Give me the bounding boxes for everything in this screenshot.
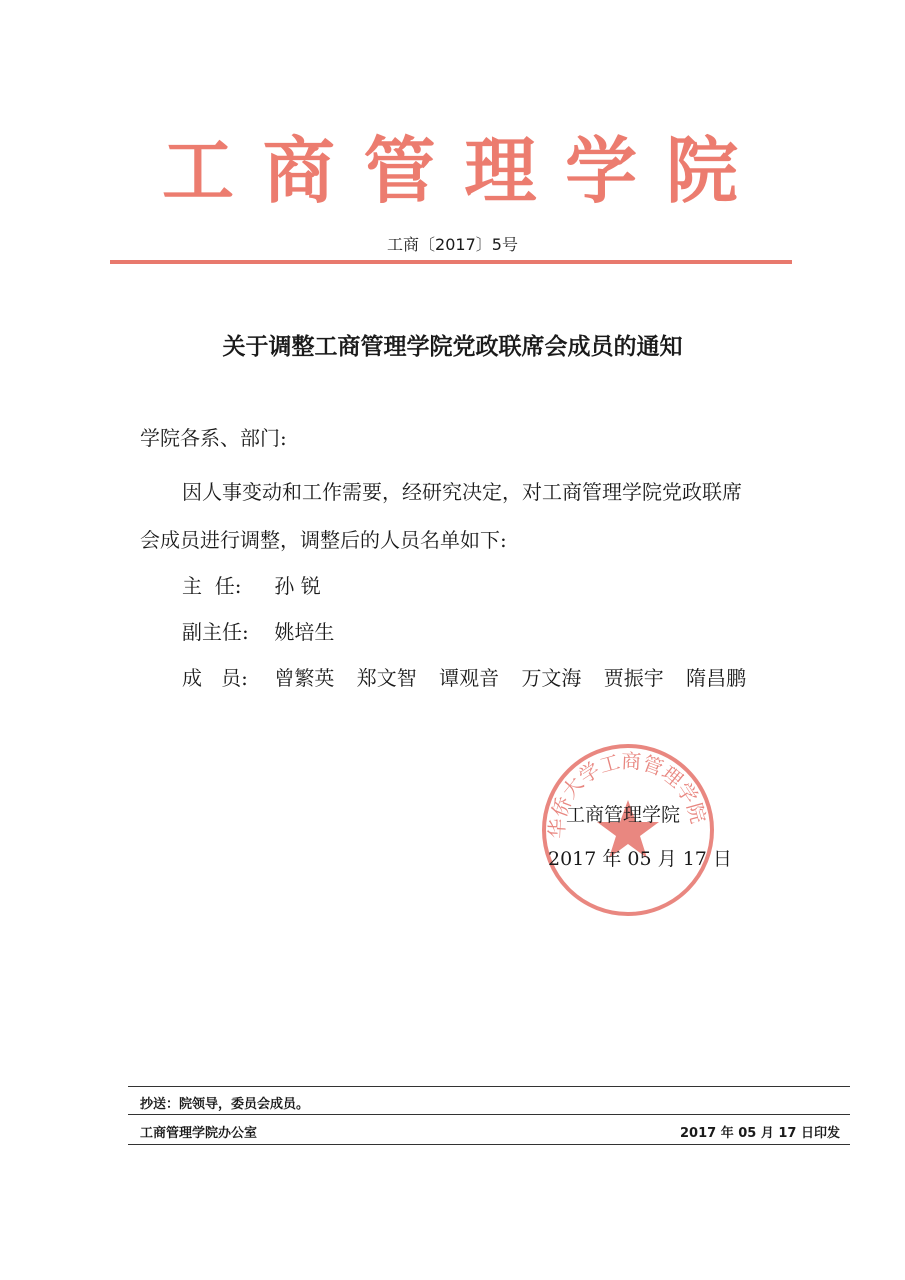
issue-date: 2017 年 05 月 17 日印发: [680, 1126, 840, 1141]
members-row: [182, 668, 762, 688]
director-row: [182, 576, 321, 596]
masthead-char: 商: [262, 129, 335, 213]
masthead-char: 管: [363, 129, 436, 213]
member-name: 曾繁英: [274, 666, 335, 690]
member-name: 隋昌鹏: [686, 666, 747, 690]
svg-text:华侨大学工商管理学院: 华侨大学工商管理学院: [544, 748, 711, 840]
deputy-label: 副主任:: [182, 620, 249, 644]
members-names: [274, 666, 762, 690]
members-label: 成 员:: [182, 666, 248, 690]
member-name: 谭观音: [439, 666, 500, 690]
signature-date: 2017 年 05 月 17 日: [548, 848, 732, 870]
masthead: [150, 120, 750, 213]
footer-rule: [128, 1086, 850, 1087]
paragraph-line: 因人事变动和工作需要，经研究决定，对工商管理学院党政联席: [182, 480, 742, 504]
deputy-name: 姚培生: [274, 620, 335, 644]
masthead-char: 学: [565, 129, 638, 213]
salutation: 学院各系、部门:: [140, 426, 287, 450]
official-seal: [538, 740, 718, 920]
cc-line: 抄送：院领导，委员会成员。: [140, 1097, 310, 1112]
red-divider: [110, 260, 792, 264]
member-name: 郑文智: [356, 666, 417, 690]
document-title: 关于调整工商管理学院党政联席会成员的通知: [222, 334, 683, 360]
deputy-row: [182, 622, 334, 642]
masthead-char: 工: [161, 129, 234, 213]
director-label: 主 任:: [182, 574, 242, 598]
member-name: 贾振宇: [603, 666, 664, 690]
signature-org: 工商管理学院: [566, 804, 681, 826]
member-name: 万文海: [521, 666, 582, 690]
document-number: 工商〔2017〕5号: [387, 235, 518, 254]
director-name: 孙 锐: [274, 574, 321, 598]
paragraph-line: 会成员进行调整，调整后的人员名单如下:: [140, 528, 507, 552]
masthead-char: 院: [665, 129, 738, 213]
issuer: 工商管理学院办公室: [140, 1126, 258, 1141]
masthead-char: 理: [464, 129, 537, 213]
footer-rule: [128, 1144, 850, 1145]
footer-rule: [128, 1114, 850, 1115]
